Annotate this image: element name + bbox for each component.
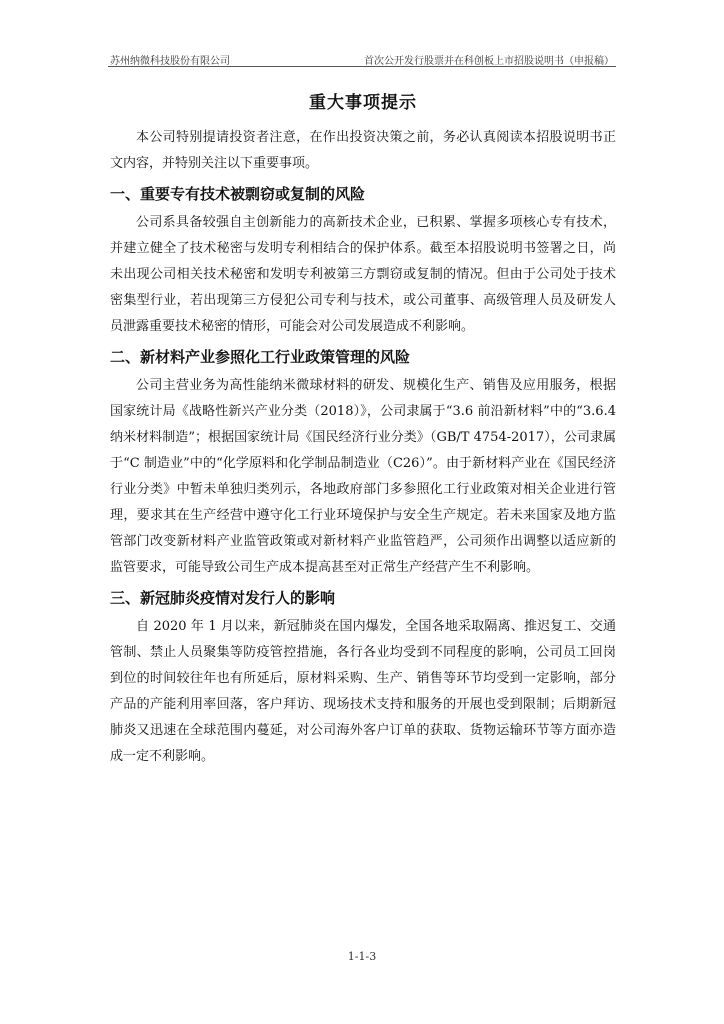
page-number: 1-1-3 [347, 950, 377, 963]
page-header [108, 52, 616, 67]
section-heading-2: 二、新材料产业参照化工行业政策管理的风险 [110, 348, 411, 366]
section-heading-3: 三、新冠肺炎疫情对发行人的影响 [110, 589, 336, 607]
document-body [110, 88, 616, 776]
intro-paragraph: 本公司特别提请投资者注意，在作出投资决策之前，务必认真阅读本招股说明书正文内容，并特别关注以下重要事项。 [110, 130, 616, 171]
header-document-title: 首次公开发行股票并在科创板上市招股说明书（申报稿） [364, 56, 614, 67]
section-2-paragraph: 公司主营业务为高性能纳米微球材料的研发、规模化生产、销售及应用服务，根据国家统计局《战略性新兴产业分类（2018）》，公司隶属于“3.6 前沿新材料”中的“3.6.4 纳米材料制造”；根据国家统计局《国民经济行业分类》（GB/T 4754-2017），公司隶属于“C 制造业”中的“化学原料和化学制品制造业（C26）”。由于新材料产业在《国民经济行业分类》中暂未单独归类列示，各地政府部门多参照化工行业政策对相关企业进行管理，要求其在生产经营中遵守化工行业环境保护与安全生产规定。若未来国家及地方监管部门改变新材料产业监管政策或对新材料产业监管趋严，公司须作出调整以适应新的监管要求，可能导致公司生产成本提高甚至对正常生产经营产生不利影响。 [110, 378, 616, 575]
section-heading-1: 一、重要专有技术被剽窃或复制的风险 [110, 185, 366, 203]
header-company-name: 苏州纳微科技股份有限公司 [110, 56, 230, 67]
page-title: 重大事项提示 [309, 93, 417, 113]
section-3-paragraph: 自 2020 年 1 月以来，新冠肺炎在国内爆发，全国各地采取隔离、推迟复工、交通管制、禁止人员聚集等防疫管控措施，各行各业均受到不同程度的影响，公司员工回岗到位的时间较往年也有所延后，原材料采购、生产、销售等环节均受到一定影响，部分产品的产能利用率回落，客户拜访、现场技术支持和服务的开展也受到限制；后期新冠肺炎又迅速在全球范围内蔓延，对公司海外客户订单的获取、货物运输环节等方面亦造成一定不利影响。 [110, 619, 616, 764]
section-1-paragraph: 公司系具备较强自主创新能力的高新技术企业，已积累、掌握多项核心专有技术，并建立健全了技术秘密与发明专利相结合的保护体系。截至本招股说明书签署之日，尚未出现公司相关技术秘密和发明专利被第三方剽窃或复制的情况。但由于公司处于技术密集型行业，若出现第三方侵犯公司专利与技术，或公司董事、高级管理人员及研发人员泄露重要技术秘密的情形，可能会对公司发展造成不利影响。 [110, 215, 616, 334]
